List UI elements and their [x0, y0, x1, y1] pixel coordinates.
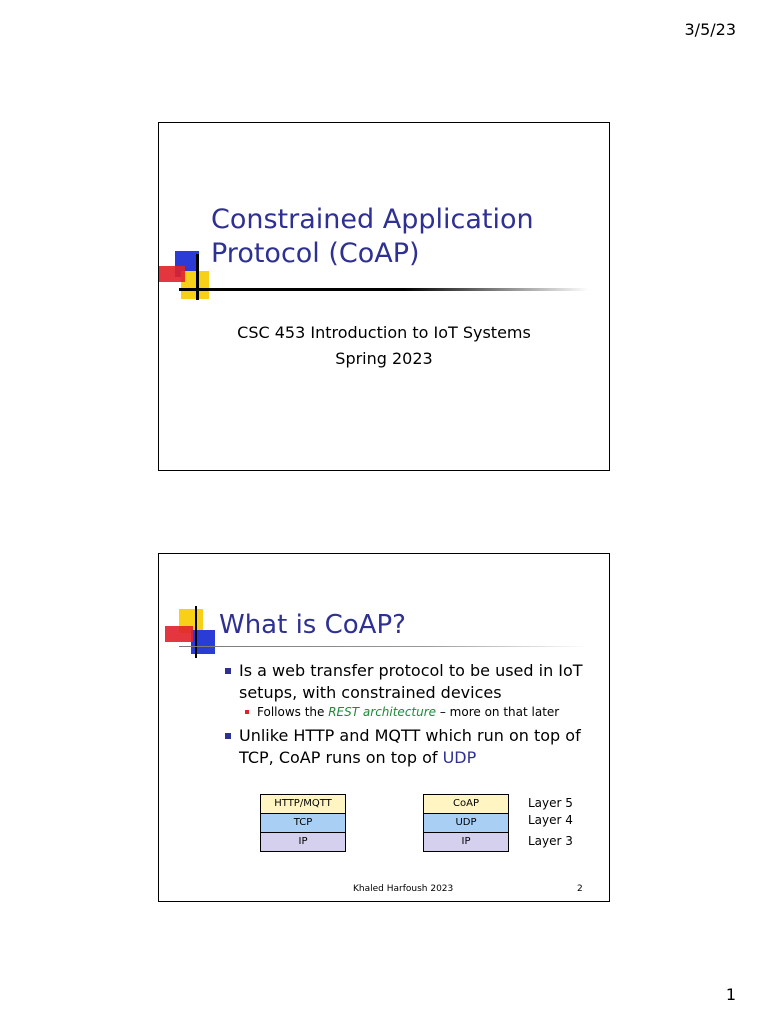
stack-cell-transport: TCP	[260, 814, 346, 833]
slide-title-line-2: Protocol (CoAP)	[211, 238, 420, 269]
page-number: 1	[725, 985, 736, 1004]
slide-number: 2	[577, 884, 583, 894]
sub-bullet-marker	[245, 710, 249, 714]
layer-4-label: Layer 4	[528, 813, 573, 827]
title-underline	[179, 288, 589, 291]
stack-cell-network: IP	[423, 833, 509, 852]
bullet-2-line-1: Unlike HTTP and MQTT which run on top of	[239, 726, 581, 745]
slide-footer-author: Khaled Harfoush 2023	[353, 884, 454, 894]
bullet-2	[239, 725, 581, 769]
stack-cell-application: HTTP/MQTT	[260, 794, 346, 814]
slide-title-line-1: Constrained Application	[211, 204, 534, 235]
term: Spring 2023	[335, 349, 433, 368]
slide-2	[158, 553, 610, 902]
slide-title	[211, 203, 534, 271]
course-name: CSC 453 Introduction to IoT Systems	[237, 323, 531, 342]
deco-vertical-line	[196, 254, 199, 300]
bullet-1-line-2: setups, with constrained devices	[239, 683, 502, 702]
deco-red-rect	[159, 266, 185, 282]
http-protocol-stack	[260, 794, 346, 852]
slide-title: What is CoAP?	[219, 610, 406, 640]
stack-cell-transport: UDP	[423, 814, 509, 833]
stack-cell-network: IP	[260, 833, 346, 852]
stack-cell-application: CoAP	[423, 794, 509, 814]
bullet-2-line-2	[239, 747, 581, 769]
title-underline	[179, 646, 589, 647]
coap-protocol-stack	[423, 794, 509, 852]
bullet-1-line-1: Is a web transfer protocol to be used in IoT	[239, 661, 583, 680]
deco-red-rect	[165, 626, 193, 642]
slide-1	[158, 122, 610, 471]
slide-subtitle	[159, 320, 609, 372]
layer-3-label: Layer 3	[528, 834, 573, 848]
bullet-marker	[225, 668, 231, 674]
page-date: 3/5/23	[684, 20, 736, 39]
sub-bullet-1	[257, 704, 559, 720]
udp-highlight: UDP	[442, 748, 477, 767]
rest-architecture-link: REST architecture	[328, 705, 437, 719]
deco-yellow-square	[181, 271, 209, 299]
deco-vertical-line	[195, 606, 197, 658]
bullet-1	[239, 660, 583, 704]
bullet-marker	[225, 733, 231, 739]
layer-5-label: Layer 5	[528, 796, 573, 810]
bullet-2-line-2-text: TCP, CoAP runs on top of	[239, 748, 443, 767]
sub-bullet-text: Follows the	[257, 705, 329, 719]
sub-bullet-text-tail: – more on that later	[436, 705, 560, 719]
